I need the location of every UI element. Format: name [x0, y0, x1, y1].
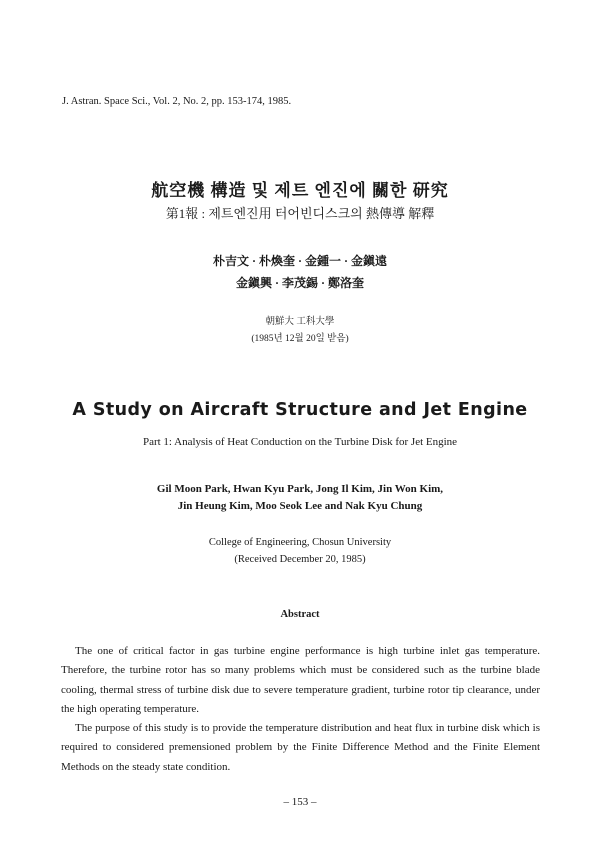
korean-authors-line-2: 金鎭興 · 李茂錫 · 鄭洛奎: [235, 276, 364, 290]
abstract-paragraph-1: The one of critical factor in gas turbine engine performance is high turbine inlet gas temperature. Therefore, the turbine rotor has so many problems which must be considered such as the turbine blade cooling, thermal stress of turbine disk due to severe temperature gradient, turbine rotor tip clearance, under the high operating temperature.: [61, 645, 540, 716]
abstract-heading: Abstract: [280, 609, 320, 620]
english-title: A Study on Aircraft Structure and Jet Engine: [72, 400, 528, 420]
english-authors-line-2: Jin Heung Kim, Moo Seok Lee and Nak Kyu Chung: [177, 500, 423, 512]
english-received-date: (Received December 20, 1985): [234, 554, 366, 565]
korean-received-date: (1985년 12월 20일 받음): [251, 334, 349, 344]
english-subtitle: Part 1: Analysis of Heat Conduction on the Turbine Disk for Jet Engine: [142, 436, 458, 448]
english-authors-line-1: Gil Moon Park, Hwan Kyu Park, Jong Il Kim, Jin Won Kim,: [156, 483, 444, 495]
korean-title: 航空機 構造 및 제트 엔진에 關한 研究: [151, 181, 449, 200]
page-number: – 153 –: [283, 796, 317, 808]
korean-affiliation: 朝鮮大 工科大學: [265, 317, 335, 327]
korean-subtitle: 第1報 : 제트엔진用 터어빈디스크의 熱傳導 解釋: [165, 206, 435, 221]
abstract-paragraph-2: The purpose of this study is to provide the temperature distribution and heat flux in turbine disk which is required to considered premensioned problem by the Finite Difference Method and the Finite Element Methods on the steady state condition.: [61, 722, 540, 773]
english-affiliation: College of Engineering, Chosun University: [208, 537, 392, 548]
korean-authors-line-1: 朴吉文 · 朴煥奎 · 金鍾一 · 金鎭遠: [212, 254, 387, 268]
journal-citation: J. Astran. Space Sci., Vol. 2, No. 2, pp. 153-174, 1985.: [62, 96, 292, 107]
